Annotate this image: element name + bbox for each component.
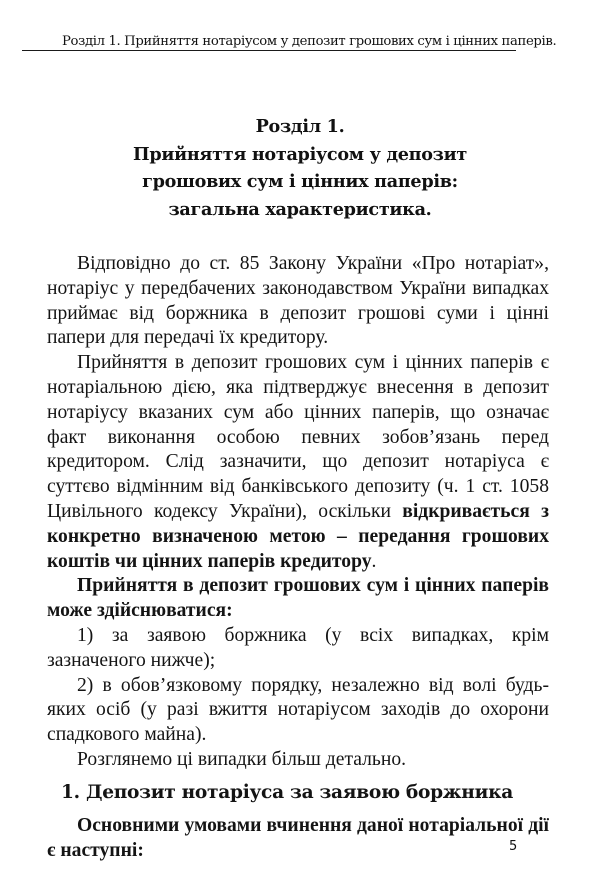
paragraph-3: Прийняття в депозит грошових сум і цінних паперів може здійснюватися: — [47, 575, 549, 622]
section-heading: 1. Депозит нотаріуса за заявою боржника — [61, 781, 513, 803]
section-lead: Основними умовами вчинення даної нотаріальної дії є наступні: — [47, 814, 549, 861]
paragraph-1: Відповідно до ст. 85 Закону України «Про нотаріат», нотаріус у передбачених законодавством України випадках приймає від боржника в депозит грошові суми і цінні папери для передачі їх кредитору. — [47, 253, 549, 349]
running-header-text: Розділ 1. Прийняття нотаріусом у депозит грошових сум і цінних паперів. — [62, 34, 557, 49]
chapter-title-line-3: загальна характеристика. — [168, 198, 432, 220]
list-item-1: 1) за заявою боржника (у всіх випадках, крім зазначеного нижче); — [47, 624, 549, 671]
chapter-title-line-1: Прийняття нотаріусом у депозит — [133, 143, 467, 165]
paragraph-2-emphasis: відкривається з конкретно визначеною метою – передання грошових коштів чи цінних паперів кредитору — [47, 500, 549, 572]
chapter-title — [0, 113, 600, 223]
paragraph-2 — [47, 351, 549, 574]
paragraph-2-end: . — [371, 550, 377, 572]
running-header — [22, 33, 557, 51]
paragraph-2-text: Прийняття в депозит грошових сум і цінних паперів є нотаріальною дією, яка підтверджує внесення в депозит нотаріусу вказаних сум або цінних паперів, що означає факт виконання особою певних зобов’язань перед кредитором. Слід зазначити, що депозит нотаріуса є суттєво відмінним від банківського депозиту (ч. 1 ст. 1058 Цивільного кодексу України), оскільки — [47, 352, 549, 522]
body-text — [47, 252, 549, 863]
list-item-2: 2) в обов’язковому порядку, незалежно від волі будь-яких осіб (у разі вжиття нотаріусом заходів до охорони спадкового майна). — [47, 674, 549, 746]
chapter-title-line-2: грошових сум і цінних паперів: — [142, 171, 458, 192]
chapter-number: Розділ 1. — [255, 116, 345, 137]
paragraph-4: Розглянемо ці випадки більш детально. — [77, 748, 407, 770]
page-number: 5 — [509, 839, 518, 854]
